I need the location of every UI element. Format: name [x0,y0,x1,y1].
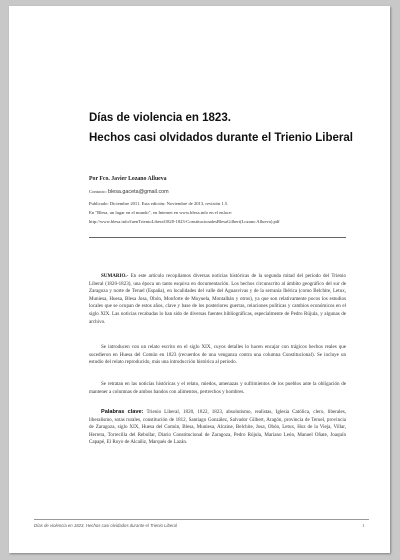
title-line-1: Días de violencia en 1823. [89,112,231,124]
contact-email: blesa.gaceta@gmail.com [108,189,169,195]
abstract-p1-text: En este artículo recopilamos diversas noticias históricas de la segunda mitad del periodo del Trienio Liberal (1820-1823), una época un tanto esquiva en documentación. Los hechos circunscrito al ámbito geográfico del sur de Zaragoza y norte de Teruel (España), en localidades del valle del Aguasvivas y de la serranía Ibérica (como Belchite, Letux, Muniesa, Huesa, Blesa Josa, Obón, Monforte de Moyuela, Montalbán y otros), ya que son relativamente pocos los estudios locales que se ocupan de estos años, clave y base de los posteriores guerras, relaciones políticas y cambios económicos en el siglo XIX. Las noticias recabadas lo han sido de diversas fuentes bibliográficas, especialmente de Pedro Rújula, y algunas de archivo. [89,273,347,325]
footer-divider [34,519,369,520]
running-footer: Días de violencia en 1823. Hechos casi olvidados durante el Trienio Liberal [34,523,177,528]
abstract-paragraph-3: Se retratan en las noticias históricas y el relato, miedos, amenazas y sufrimientos de los pueblos ante la obligación de mantener a columnas de ambos bandos con alimentos, pertrechos y hombres. [89,381,346,395]
header-divider [89,237,346,238]
title-line-2: Hechos casi olvidados durante el Trienio Liberal [89,132,353,144]
page-number: 1 [362,523,365,528]
abstract-paragraph-2: Se introducen con un relato escrito en el siglo XIX, cuyos detalles lo hacen encajar con trágicos hechos reales que sucedieron en Huesa del Común en 1823 (recuerdos de una venganza contra una columna Constitucional). Se incluye un estudio del relato reproducido, más una introducción histórica al periodo. [89,344,346,366]
contact-label: Contacto: [89,189,107,194]
author-byline: Por Fco. Javier Lozano Allueva [89,176,167,182]
keywords-text: Trienio Liberal, 1820, 1822, 1823, absolutismo, realistas, Iglesia Católica, clero, liberales, liberalismo, sotas rurales, constitución de 1812, Santiago González, Salvador Gilbert, Aragón, provincia de Teruel, provincia de Zaragoza, siglo XIX, Huesa del Común, Blesa, Muniesa, Alcaine, Belchite, Josa, Obón, Letux, Hoz de la Vieja, Villar, Herrera, Torrecilla del Rebollar, Diario Constitucional de Zaragoza, Pedro Rújula, Mariano León, Manuel Oñate, Joaquín Capapé, El Royo de Alcañiz, Marqués de Lazán. [89,409,346,446]
source-info: En "Blesa, un lugar en el mundo", en Internet en www.blesa.info en el enlace: [89,210,233,215]
keywords-label: Palabras clave: [101,409,144,415]
abstract-paragraph-1 [89,273,346,326]
contact-line [89,189,169,195]
abstract-label: SUMARIO.- [101,273,129,279]
document-page [9,6,390,553]
publication-info: Publicado: Diciembre 2011. Esta edición: Noviembre de 2013, revisión 1.5. [89,201,229,206]
keywords-paragraph [89,409,346,447]
source-url: http://www.blesa.info/fuenTrienioLiberal1820-1823-ConstitucionalesBlesaGilbert(Lozano Allueva).pdf [89,219,280,224]
